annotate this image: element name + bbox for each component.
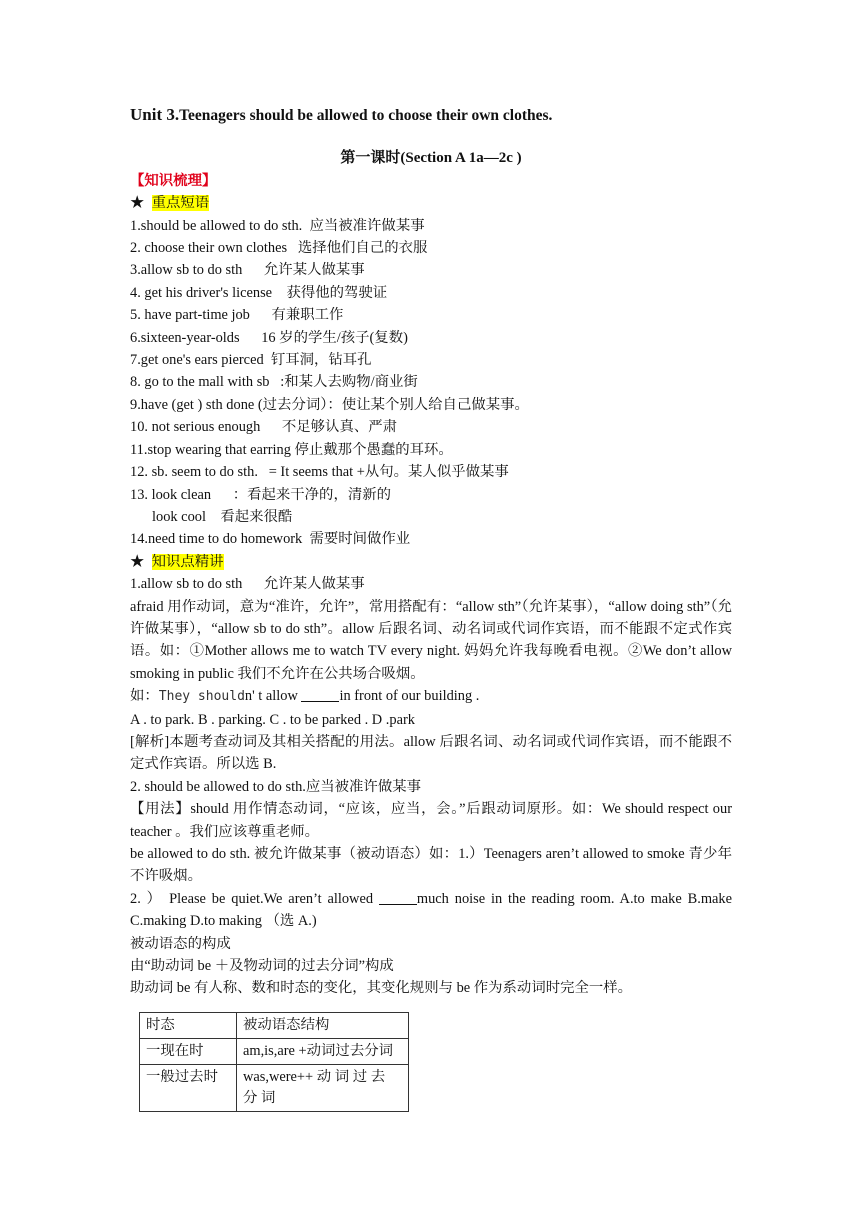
unit-number: Unit 3.	[130, 105, 180, 124]
point-1-options: A . to park. B . parking. C . to be parked . D .park	[130, 711, 415, 728]
phrase-13b: look cool 看起来很酷	[152, 508, 293, 525]
phrase-item: 1.should be allowed to do sth. 应当被准许做某事	[130, 217, 425, 234]
star-icon: ★	[130, 553, 145, 570]
phrase-item: 11.stop wearing that earring 停止戴那个愚蠢的耳环。	[130, 441, 453, 458]
star-icon: ★	[130, 195, 145, 212]
lesson-heading: 第一课时(Section A 1a—2c )	[340, 150, 522, 167]
phrase-item: 5. have part-time job 有兼职工作	[130, 307, 344, 324]
table-cell: was,were++ 动 词 过 去 分 词	[237, 1064, 409, 1111]
table-row	[140, 1064, 409, 1111]
points-heading: 知识点精讲	[151, 553, 224, 570]
passive-structure-rule: 由“助动词 be ＋及物动词的过去分词”构成	[130, 958, 394, 975]
question-end: much noise in the reading room. A.to make B.make C.making D.to making （选 A.)	[130, 890, 732, 930]
phrases-heading: 重点短语	[151, 195, 210, 212]
phrase-item: 13. look clean ：看起来干净的，清新的	[130, 486, 392, 503]
table-cell: 一般过去时	[140, 1064, 237, 1111]
tense-table	[139, 1012, 409, 1112]
table-header-row	[140, 1012, 409, 1038]
phrase-item: 10. not serious enough 不足够认真、严肃	[130, 419, 398, 436]
points-heading-row	[130, 551, 732, 573]
table-header-cell: 被动语态结构	[237, 1012, 409, 1038]
document-page	[130, 104, 732, 1112]
phrase-list	[130, 215, 732, 506]
question-start: 2. ） Please be quiet.We aren’t allowed	[130, 890, 374, 907]
point-1-analysis: [解析]本题考查动词及其相关搭配的用法。allow 后跟名词、动名词或代词作宾语，而不能跟不定式作宾语。所以选 B.	[130, 733, 732, 773]
example-prefix: 如：	[130, 688, 159, 705]
answer-blank	[379, 890, 417, 905]
example-end: in front of our building .	[339, 688, 480, 705]
example-text: n' t allow	[244, 688, 298, 705]
passive-structure-title: 被动语态的构成	[130, 935, 231, 952]
point-2-usage: 【用法】should 用作情态动词，“应该，应当，会。”后跟动词原形。如：We should respect our teacher 。我们应该尊重老师。	[130, 801, 732, 840]
table-header-cell: 时态	[140, 1012, 237, 1038]
point-1-example	[130, 685, 732, 708]
phrase-item: 12. sb. seem to do sth. = It seems that +从句。某人似乎做某事	[130, 464, 509, 481]
phrase-item: 3.allow sb to do sth 允许某人做某事	[130, 262, 365, 279]
phrase-14: 14.need time to do homework 需要时间做作业	[130, 531, 411, 548]
phrase-item: 4. get his driver's license 获得他的驾驶证	[130, 284, 388, 301]
phrase-item: 7.get one's ears pierced 钉耳洞，钻耳孔	[130, 352, 372, 369]
point-1-title: 1.allow sb to do sth 允许某人做某事	[130, 576, 365, 593]
phrase-item: 2. choose their own clothes 选择他们自己的衣服	[130, 240, 428, 257]
table-row	[140, 1038, 409, 1064]
passive-structure-note: 助动词 be 有人称、数和时态的变化，其变化规则与 be 作为系动词时完全一样。	[130, 980, 633, 997]
point-1-body: afraid 用作动词，意为“准许，允许”，常用搭配有：“allow sth”（允许某事），“allow doing sth”（允许做某事），“allow sb to do sth”。allow 后跟名词、动名词或代词作宾语，而不能跟不定式作宾语。如：①Mother allows me to watch TV every night. 妈妈允许我每晚看电视。②We don’t allow smoking in public 我们不允许在公共场合吸烟。	[130, 598, 732, 682]
table-cell: am,is,are +动词过去分词	[237, 1038, 409, 1064]
answer-blank	[301, 687, 339, 702]
phrase-item: 9.have (get ) sth done (过去分词）：使让某个别人给自己做某事。	[130, 396, 529, 413]
unit-title-text: Teenagers should be allowed to choose their own clothes.	[179, 107, 553, 124]
phrases-heading-row	[130, 192, 732, 214]
point-2-question	[130, 888, 732, 933]
point-2-passive: be allowed to do sth. 被允许做某事（被动语态）如：1.）Teenagers aren’t allowed to smoke 青少年不许吸烟。	[130, 846, 732, 885]
section-knowledge-heading: 【知识梳理】	[130, 172, 217, 189]
point-2-title: 2. should be allowed to do sth.应当被准许做某事	[130, 778, 421, 795]
phrase-item: 8. go to the mall with sb :和某人去购物/商业街	[130, 374, 418, 391]
phrase-item: 6.sixteen-year-olds 16 岁的学生/孩子(复数)	[130, 329, 408, 346]
unit-title	[130, 104, 732, 127]
table-cell: 一现在时	[140, 1038, 237, 1064]
example-mono-text: They should	[158, 689, 245, 705]
